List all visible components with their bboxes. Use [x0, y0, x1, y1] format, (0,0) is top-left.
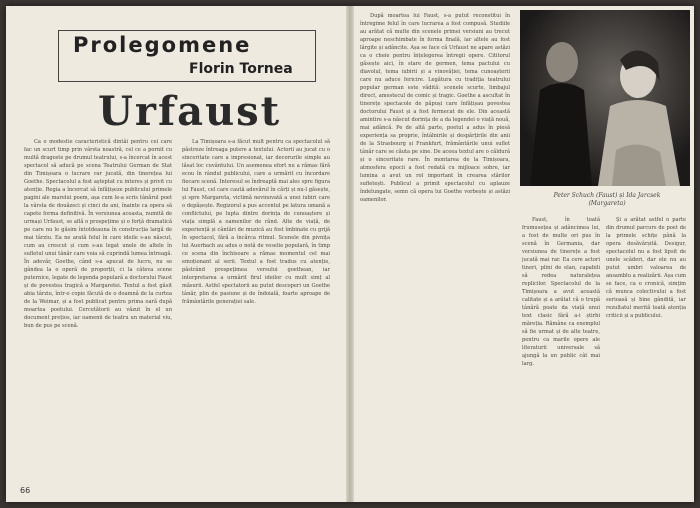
paragraph: Și a arătat astfel o parte din drumul parcurs de poet de la primele schițe până la opera desăvârșită. Desigur, spectacolul nu a fost lipsit de unele scăderi, dar ele nu au putut umbri valoarea de ansamblu a realizării. Așa cum se face, ca o cronică, simțim că munca colectivului a fost serioasă și bine gândită, iar rezultatul merită toată atenția criticii și a publicului. [606, 217, 686, 320]
caption-line: Peter Schuch (Faust) și Ida Jarcsek [553, 192, 661, 199]
rubric-header-box [58, 30, 316, 82]
paragraph: La Timișoara s-a făcut mult pentru ca spectacolul să păstreze întreaga putere a textului. Actorii au jucat cu o sinceritate care a impresionat, iar decorurile simple au lăsat loc cuvântului. Un asemenea efort nu a rămas fără ecou în rândul publicului, care a urmărit cu încordare fiecare scenă. Interesul se îndreaptă mai ales spre figura lui Faust, cel care caută adevărul în cărți și nu-l găsește, și spre Margareta, victimă nevinovată a unei iubiri care o depășește. Regizorul a pus accentul pe latura umană a conflictului, pe lupta dintre dorința de cunoaștere și viața simplă a oamenilor de rând. Alte de viață, de experiență și cântări de muzică au fost îmbinate cu grijă în spectacol, fără a încărca ritmul. Scenele din pivnița lui Auerbach au adus o notă de veselie populară, în timp ce scena din închisoare a rămas momentul cel mai emoționant al serii. Textul a fost tradus cu atenție, păstrând prospețimea versului goethean, iar interpretarea a urmărit firul ideilor cu mult simț al măsurii. Astfel spectatorii au putut descoperi un Goethe tânăr, plin de pasiune și de îndoială, foarte aproape de frământările generației sale. [182, 139, 330, 306]
paragraph: Ca o modestie caracteristică dintâi pentru cei care fac un scurt timp prin vârsta noastră, cel ce a pornit cu multă dragoste pe drumul teatrului, s-a încercat în acest spectacol să aducă pe scena Teatrului German de Stat din Timișoara o lucrare rar jucată, din tinerețea lui Goethe. Spectacolul a fost așteptat cu interes și privit cu atenție. Regia a încercat să înfățișeze publicului primele pagini ale marelui poem, așa cum le-a scris tânărul poet la vârsta de douăzeci și cinci de ani, înainte ca opera să capete forma definitivă. În versiunea aceasta, numită de urmași Urfaust, se află o prospețime și o forță dramatică pe care nu le găsim întotdeauna în construcția largă de mai târziu. Ea ne arată felul în care ideile s-au născut, cum au crescut și cum s-au legat unele de altele în sufletul unui tânăr care voia să cuprindă lumea întreagă. În adevăr, Goethe, când s-a apucat de lucru, nu se gândea la o operă de proporții, ci la câteva scene puternice, legate de legenda populară a doctorului Faust și de povestea tragică a Margaretei. Textul a fost găsit abia târziu, într-o copie făcută de o doamnă de la curtea de la Weimar, și a fost publicat pentru prima oară după moartea poetului. Cercetătorii au văzut în el un document prețios, iar oamenii de teatru un material viu, bun de pus pe scenă. [24, 139, 172, 330]
magazine-spread [6, 6, 694, 502]
left-column-1 [24, 138, 172, 478]
photo-caption [528, 192, 686, 208]
left-page [6, 6, 348, 502]
right-page [352, 6, 694, 502]
production-photo [520, 10, 690, 186]
caption-line: (Margareta) [588, 200, 626, 207]
rubric-title: Prolegomene [73, 33, 252, 57]
left-column-2 [182, 138, 330, 478]
right-column-2 [522, 216, 600, 486]
paragraph: Faust, în toată frumusețea și adâncimea lui, a fost de multe ori pus în scenă în Germania, dar versiunea de tinerețe a fost jucată mai rar. Ea cere actori tineri, plini de elan, capabili să redea naturalețea replicilor. Spectacolul de la Timișoara a avut această calitate și a arătat că o trupă tânără poate da viață unui text clasic fără a-i știrbi măreția. Rămâne ca exemplul să fie urmat și de alte teatre, pentru ca marile opere ale literaturii universale să ajungă la un public cât mai larg. [522, 217, 600, 368]
page-number: 66 [20, 486, 31, 495]
right-column-3 [606, 216, 686, 486]
right-column-1 [360, 12, 510, 486]
paragraph: După moartea lui Faust, s-a putut reconstitui în întregime felul în care lucrarea a fost compusă. Studiile au arătat că multe din scenele primei versiuni au trecut aproape neschimbate în forma finală, iar altele au fost lărgite și adâncite. Așa se face că Urfaust ne apare astăzi ca o cheie pentru înțelegerea întregii opere. Cititorul găsește aici, în stare de germen, tema pactului cu diavolul, tema iubirii și a vinovăției, tema cunoașterii care nu aduce fericire. Legătura cu tradiția teatrului popular german este vădită: scenele scurte, limbajul direct, amestecul de comic și tragic. Goethe a ascultat în tinerețe spectacole de păpuși care înfățișau povestea doctorului Faust și a fost fermecat de ele. Din această amintire s-a născut dorința de a da legendei o viață nouă, mai adâncă. Pe de altă parte, poetul a adus în piesă experiența sa proprie, întâlnirile și despărțirile din anii de la Strasbourg și Frankfurt, frământările unui suflet tânăr care se căuta pe sine. De aceea textul are o căldură și o sinceritate rare. În montarea de la Timișoara, atmosfera epocii a fost redată cu mijloace sobre, iar lumina a avut un rol important în crearea stărilor sufletești. Publicul a primit spectacolul cu aplauze îndelungate, semn că opera lui Goethe vorbește și astăzi oamenilor. [360, 13, 510, 204]
article-title: Urfaust [98, 88, 282, 135]
author-name: Florin Tornea [189, 61, 293, 77]
